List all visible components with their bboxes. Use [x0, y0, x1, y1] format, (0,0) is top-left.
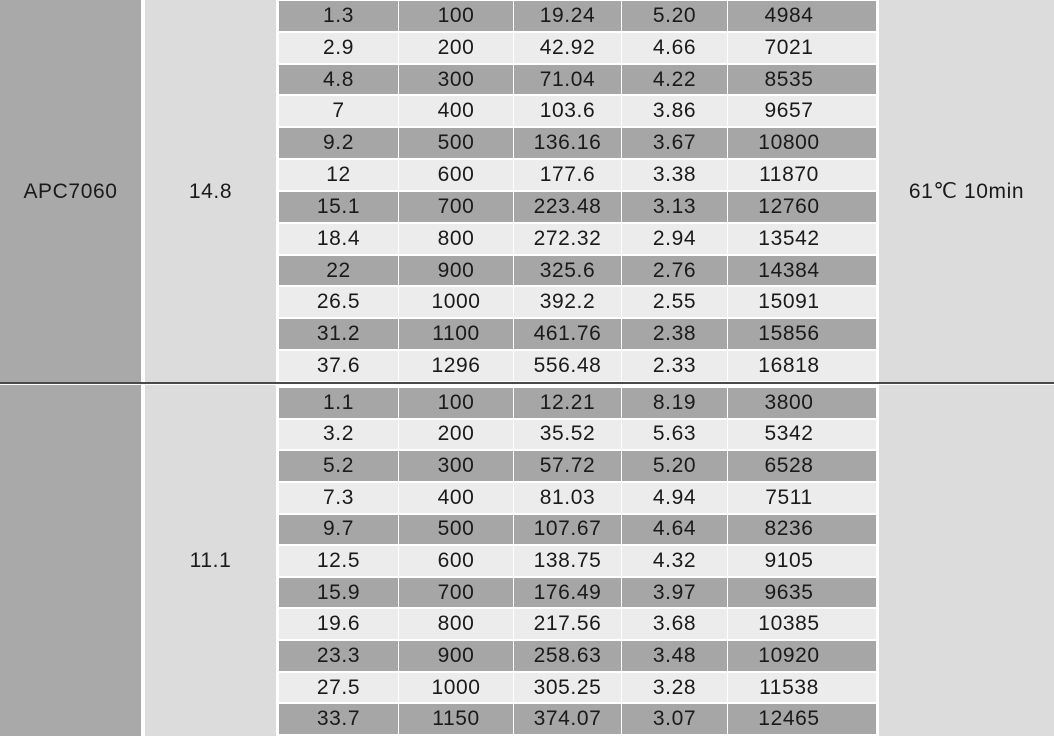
- table-cell: 57.72: [514, 451, 622, 481]
- table-cell: 26.5: [279, 287, 399, 317]
- note-cell: [879, 385, 1054, 736]
- table-row: [279, 192, 876, 222]
- table-cell: 7: [279, 96, 399, 126]
- table-cell: 7021: [764, 35, 814, 59]
- table-row: [279, 256, 876, 286]
- table-cell: 37.6: [279, 351, 399, 381]
- table-row: [279, 451, 876, 481]
- table-cell: 6528: [764, 454, 814, 478]
- table-cell: 16818: [758, 354, 820, 378]
- table-cell: 138.75: [514, 546, 622, 576]
- table-row: [279, 578, 876, 608]
- group-divider: [0, 382, 1054, 384]
- table-row: [279, 609, 876, 639]
- table-cell: 35.52: [514, 420, 622, 450]
- table-cell: 4.64: [622, 515, 728, 545]
- table-cell: 100: [399, 388, 514, 418]
- table-cell: 3.13: [622, 192, 728, 222]
- table-cell: 400: [399, 96, 514, 126]
- table-row: [279, 673, 876, 703]
- table-cell: 12465: [758, 707, 820, 731]
- table-row: [279, 128, 876, 158]
- table-row: [279, 641, 876, 671]
- table-row: [279, 515, 876, 545]
- table-cell: 223.48: [514, 192, 622, 222]
- model-label: APC7060: [23, 179, 118, 203]
- table-cell: 5342: [764, 422, 814, 446]
- table-cell: 900: [399, 256, 514, 286]
- table-cell: 800: [399, 609, 514, 639]
- table-cell: 1296: [399, 351, 514, 381]
- table-cell: 2.94: [622, 224, 728, 254]
- table-cell: 14384: [758, 258, 820, 282]
- table-cell: 7.3: [279, 483, 399, 513]
- table-cell: 4.66: [622, 33, 728, 63]
- table-cell: 12760: [758, 194, 820, 218]
- table-cell: 9.7: [279, 515, 399, 545]
- table-cell: 42.92: [514, 33, 622, 63]
- table-row: [279, 65, 876, 95]
- table-cell: 176.49: [514, 578, 622, 608]
- table-cell: 4.32: [622, 546, 728, 576]
- table-cell: 33.7: [279, 704, 399, 734]
- table-cell: 13542: [758, 226, 820, 250]
- table-cell: 12: [279, 160, 399, 190]
- table-cell: 9635: [764, 580, 814, 604]
- table-cell: 325.6: [514, 256, 622, 286]
- table-cell: 8535: [764, 67, 814, 91]
- voltage-cell: [144, 0, 276, 383]
- table-cell: 7511: [765, 485, 813, 509]
- table-cell: 3.38: [622, 160, 728, 190]
- table-row: [279, 160, 876, 190]
- table-cell: 2.76: [622, 256, 728, 286]
- table-cell: 700: [399, 192, 514, 222]
- table-cell: 71.04: [514, 65, 622, 95]
- data-grid: [279, 0, 876, 383]
- table-cell: 258.63: [514, 641, 622, 671]
- table-cell: 556.48: [514, 351, 622, 381]
- table-cell: 3.07: [622, 704, 728, 734]
- table-cell: 217.56: [514, 609, 622, 639]
- model-cell: [0, 0, 142, 383]
- table-row: [279, 224, 876, 254]
- table-cell: 2.38: [622, 319, 728, 349]
- table-cell: 4.8: [279, 65, 399, 95]
- table-row: [279, 351, 876, 381]
- voltage-label: 14.8: [188, 179, 233, 203]
- table-cell: 2.55: [622, 287, 728, 317]
- table-cell: 300: [399, 65, 514, 95]
- table-cell: 400: [399, 483, 514, 513]
- table-cell: 3.68: [622, 609, 728, 639]
- table-cell: 8236: [764, 517, 814, 541]
- table-cell: 136.16: [514, 128, 622, 158]
- table-cell: 600: [399, 160, 514, 190]
- table-group-2: [0, 385, 1054, 736]
- table-row: [279, 546, 876, 576]
- table-row: [279, 33, 876, 63]
- table-cell: 1000: [399, 673, 514, 703]
- table-cell: 27.5: [279, 673, 399, 703]
- table-cell: 4.94: [622, 483, 728, 513]
- table-cell: 15.9: [279, 578, 399, 608]
- table-cell: 9657: [764, 99, 814, 123]
- table-cell: 600: [399, 546, 514, 576]
- table-cell: 900: [399, 641, 514, 671]
- table-cell: 700: [399, 578, 514, 608]
- table-cell: 107.67: [514, 515, 622, 545]
- table-cell: 31.2: [279, 319, 399, 349]
- table-cell: 4984: [764, 3, 814, 27]
- table-cell: 3800: [764, 390, 814, 414]
- table-cell: 12.21: [514, 388, 622, 418]
- table-row: [279, 96, 876, 126]
- table-cell: 800: [399, 224, 514, 254]
- table-cell: 5.63: [622, 420, 728, 450]
- table-cell: 3.2: [279, 420, 399, 450]
- voltage-label: 11.1: [189, 548, 232, 572]
- table-cell: 2.33: [622, 351, 728, 381]
- table-cell: 500: [399, 128, 514, 158]
- table-cell: 1000: [399, 287, 514, 317]
- table-cell: 305.25: [514, 673, 622, 703]
- table-cell: 18.4: [279, 224, 399, 254]
- table-cell: 15.1: [279, 192, 399, 222]
- table-cell: 15091: [758, 290, 820, 314]
- table-cell: 81.03: [514, 483, 622, 513]
- table-cell: 19.6: [279, 609, 399, 639]
- table-cell: 3.28: [622, 673, 728, 703]
- table-cell: 5.20: [622, 451, 728, 481]
- table-row: [279, 388, 876, 418]
- table-cell: 19.24: [514, 1, 622, 31]
- data-grid: [279, 385, 876, 736]
- table-cell: 2.9: [279, 33, 399, 63]
- table-row: [279, 483, 876, 513]
- table-cell: 300: [399, 451, 514, 481]
- table-cell: 1.3: [279, 1, 399, 31]
- table-cell: 1100: [399, 319, 514, 349]
- table-cell: 103.6: [514, 96, 622, 126]
- table-cell: 392.2: [514, 287, 622, 317]
- table-cell: 200: [399, 33, 514, 63]
- table-cell: 177.6: [514, 160, 622, 190]
- table-cell: 3.48: [622, 641, 728, 671]
- note-label: 61℃ 10min: [908, 180, 1025, 203]
- model-cell: [0, 385, 142, 736]
- table-row: [279, 287, 876, 317]
- table-cell: 8.19: [622, 388, 728, 418]
- table-cell: 22: [279, 256, 399, 286]
- table-row: [279, 319, 876, 349]
- table-row: [279, 704, 876, 734]
- voltage-cell: [144, 385, 276, 736]
- table-cell: 461.76: [514, 319, 622, 349]
- table-cell: 9105: [764, 549, 814, 573]
- table-cell: 3.86: [622, 96, 728, 126]
- table-cell: 5.2: [279, 451, 399, 481]
- table-cell: 12.5: [279, 546, 399, 576]
- table-cell: 272.32: [514, 224, 622, 254]
- table-cell: 374.07: [514, 704, 622, 734]
- note-cell: [879, 0, 1054, 383]
- table-row: [279, 1, 876, 31]
- table-cell: 500: [399, 515, 514, 545]
- table-cell: 9.2: [279, 128, 399, 158]
- table-cell: 11538: [759, 675, 819, 699]
- table-cell: 4.22: [622, 65, 728, 95]
- table-cell: 3.67: [622, 128, 728, 158]
- table-cell: 200: [399, 420, 514, 450]
- table-cell: 5.20: [622, 1, 728, 31]
- table-cell: 10385: [758, 612, 820, 636]
- table-cell: 15856: [758, 322, 820, 346]
- table-cell: 23.3: [279, 641, 399, 671]
- table-cell: 1150: [399, 704, 514, 734]
- table-cell: 3.97: [622, 578, 728, 608]
- table-row: [279, 420, 876, 450]
- table-cell: 1.1: [279, 388, 399, 418]
- table-cell: 10920: [758, 643, 820, 667]
- table-cell: 100: [399, 1, 514, 31]
- table-cell: 10800: [758, 131, 820, 155]
- table-cell: 11870: [759, 163, 819, 187]
